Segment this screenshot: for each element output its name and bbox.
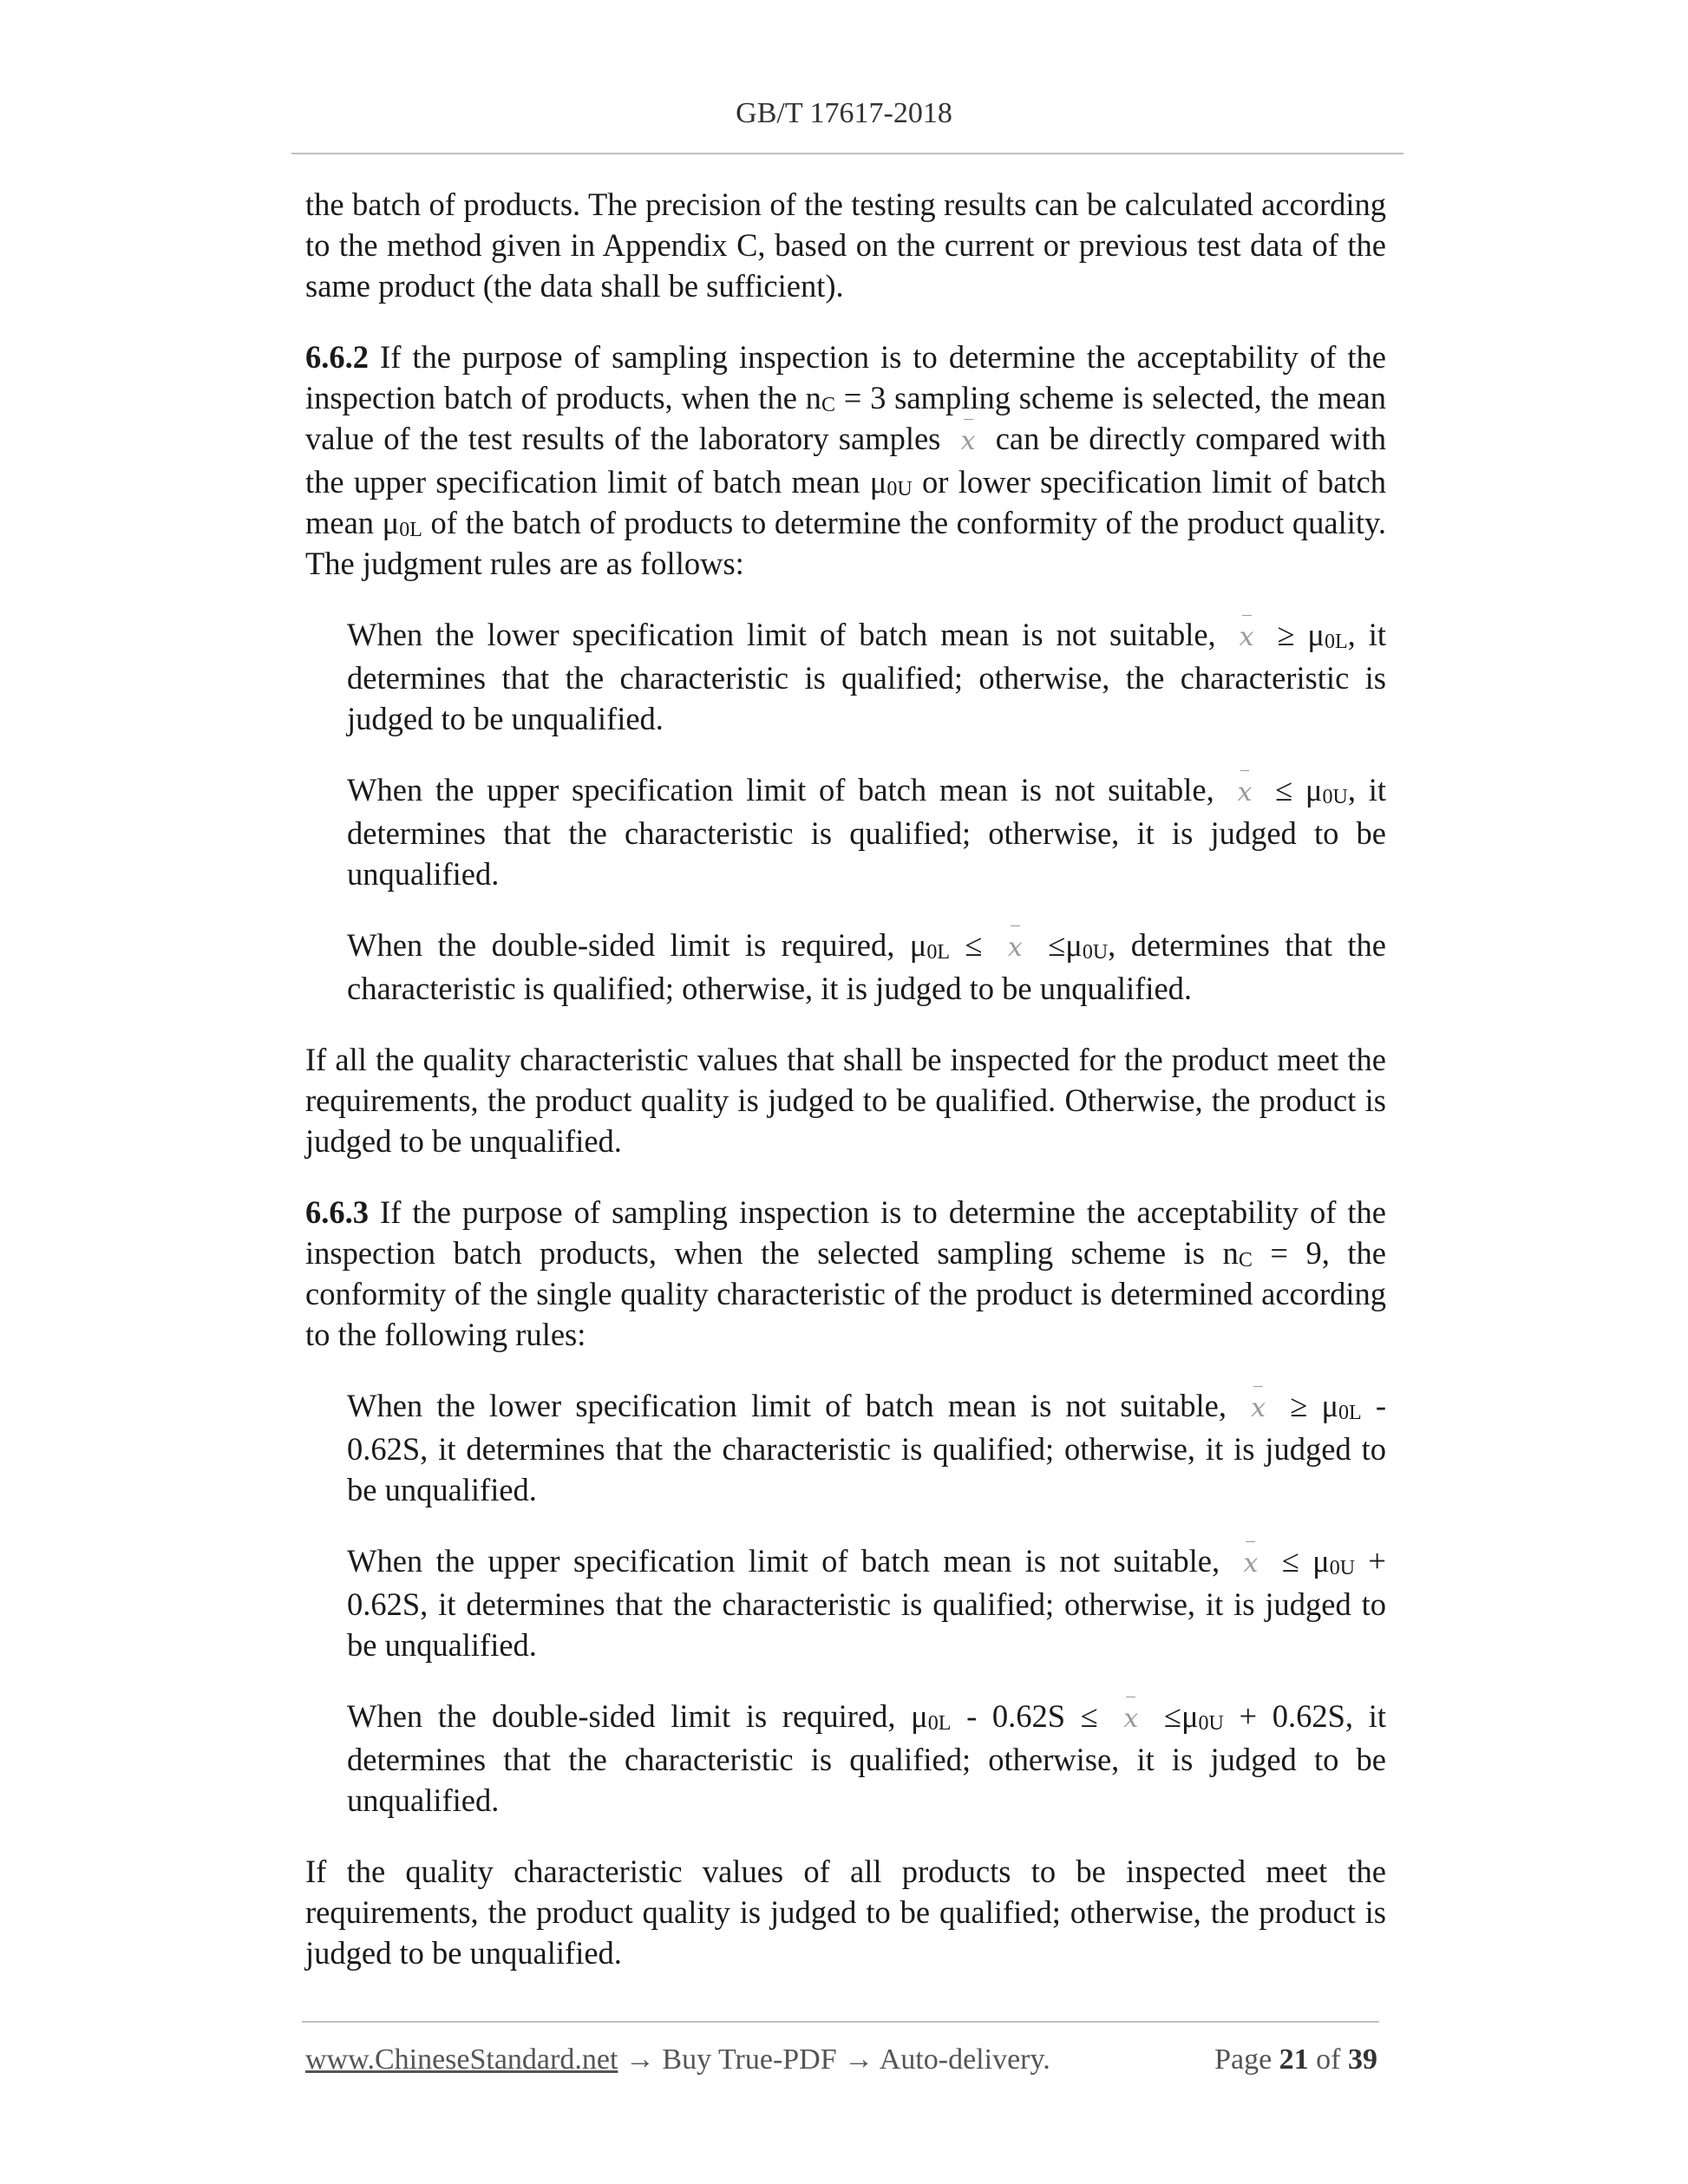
website-link[interactable]: www.ChineseStandard.net (305, 2043, 618, 2076)
page-counter: Page 21 of 39 (1214, 2043, 1377, 2076)
delivery-note: → Buy True-PDF → Auto-delivery. (618, 2043, 1050, 2076)
paragraph-conclusion-2: If the quality characteristic values of all products to be inspected meet the requirements, the product quality is judged to be qualified; otherwise, the product is judged to be unqualified. (305, 1854, 1386, 1971)
paragraph-conclusion-1: If all the quality characteristic values that shall be inspected for the product meet the requirements, the product quality is judged to be qualified. Otherwise, the product is judged to be unqualified. (305, 1042, 1386, 1159)
page-footer (305, 2043, 1377, 2076)
x-bar-symbol: x (1229, 617, 1265, 657)
page-body (305, 184, 1386, 2004)
rule-lower-limit: When the lower specification limit of batch mean is not suitable, $x \ge \mu_{0L}$, it determines that the characteristic is qualified; otherwise, the characteristic is judged to be unqualified. (347, 617, 1386, 736)
rule-upper-limit-9: When the upper specification limit of batch mean is not suitable, $x \le \mu_{0U} + 0.62S$, it determines that the characteristic is qualified; otherwise, it is judged to be unqualified. (347, 1543, 1386, 1663)
x-bar-symbol: x (998, 927, 1033, 968)
x-bar-symbol: x (1113, 1698, 1148, 1739)
current-page: 21 (1279, 2043, 1309, 2076)
rule-upper-limit: When the upper specification limit of batch mean is not suitable, $x \le \mu_{0U}$, it determines that the characteristic is qualified; otherwise, it is judged to be unqualified. (347, 772, 1386, 892)
rule-lower-limit-9: When the lower specification limit of batch mean is not suitable, $x \ge \mu_{0L} - 0.62S$, it determines that the characteristic is qualified; otherwise, it is judged to be unqualified. (347, 1388, 1387, 1507)
rule-double-sided: When the double-sided limit is required, $\mu_{0L} \le x \le\mu_{0U}$, determines that the characteristic is qualified; otherwise, it is judged to be unqualified. (347, 927, 1386, 1006)
footer-left (305, 2043, 1050, 2076)
x-bar-symbol: x (1240, 1388, 1276, 1429)
x-bar-symbol: x (1227, 772, 1263, 813)
clause-number: 6.6.2 (305, 339, 369, 375)
page-header: GB/T 17617-2018 (736, 97, 952, 129)
footer-divider (302, 2021, 1379, 2023)
clause-number: 6.6.3 (305, 1194, 369, 1230)
x-bar-symbol: x (1233, 1543, 1268, 1584)
x-bar-symbol: x (951, 421, 986, 461)
clause-6-6-3: 6.6.3 If the purpose of sampling inspection is to determine the acceptability of the inspection batch products, when the selected sampling scheme is $n_C = 9$, the conformity of the single quality characteristic of the product is determined according to the following rules: (305, 1194, 1386, 1352)
header-divider (291, 153, 1403, 154)
paragraph-continuation: the batch of products. The precision of the testing results can be calculated according to the method given in Appendix C, based on the current or previous test data of the same product (the data shall be sufficient). (305, 186, 1386, 304)
rule-double-sided-9: When the double-sided limit is required, $\mu_{0L} - 0.62S \le x \le\mu_{0U} + 0.62S$, it determines that the characteristic is qualified; otherwise, it is judged to be unqualified. (347, 1698, 1386, 1818)
clause-6-6-2: 6.6.2 If the purpose of sampling inspection is to determine the acceptability of the inspection batch of products, when the $n_C = 3$ sampling scheme is selected, the mean value of the test results of the laboratory samples x can be directly compared with the upper specification limit of batch mean $\mu_{0U}$ or lower specification limit of batch mean $\mu_{0L}$ of the batch of products to determine the conformity of the product quality. The judgment rules are as follows: (305, 339, 1387, 581)
total-pages: 39 (1348, 2043, 1377, 2076)
